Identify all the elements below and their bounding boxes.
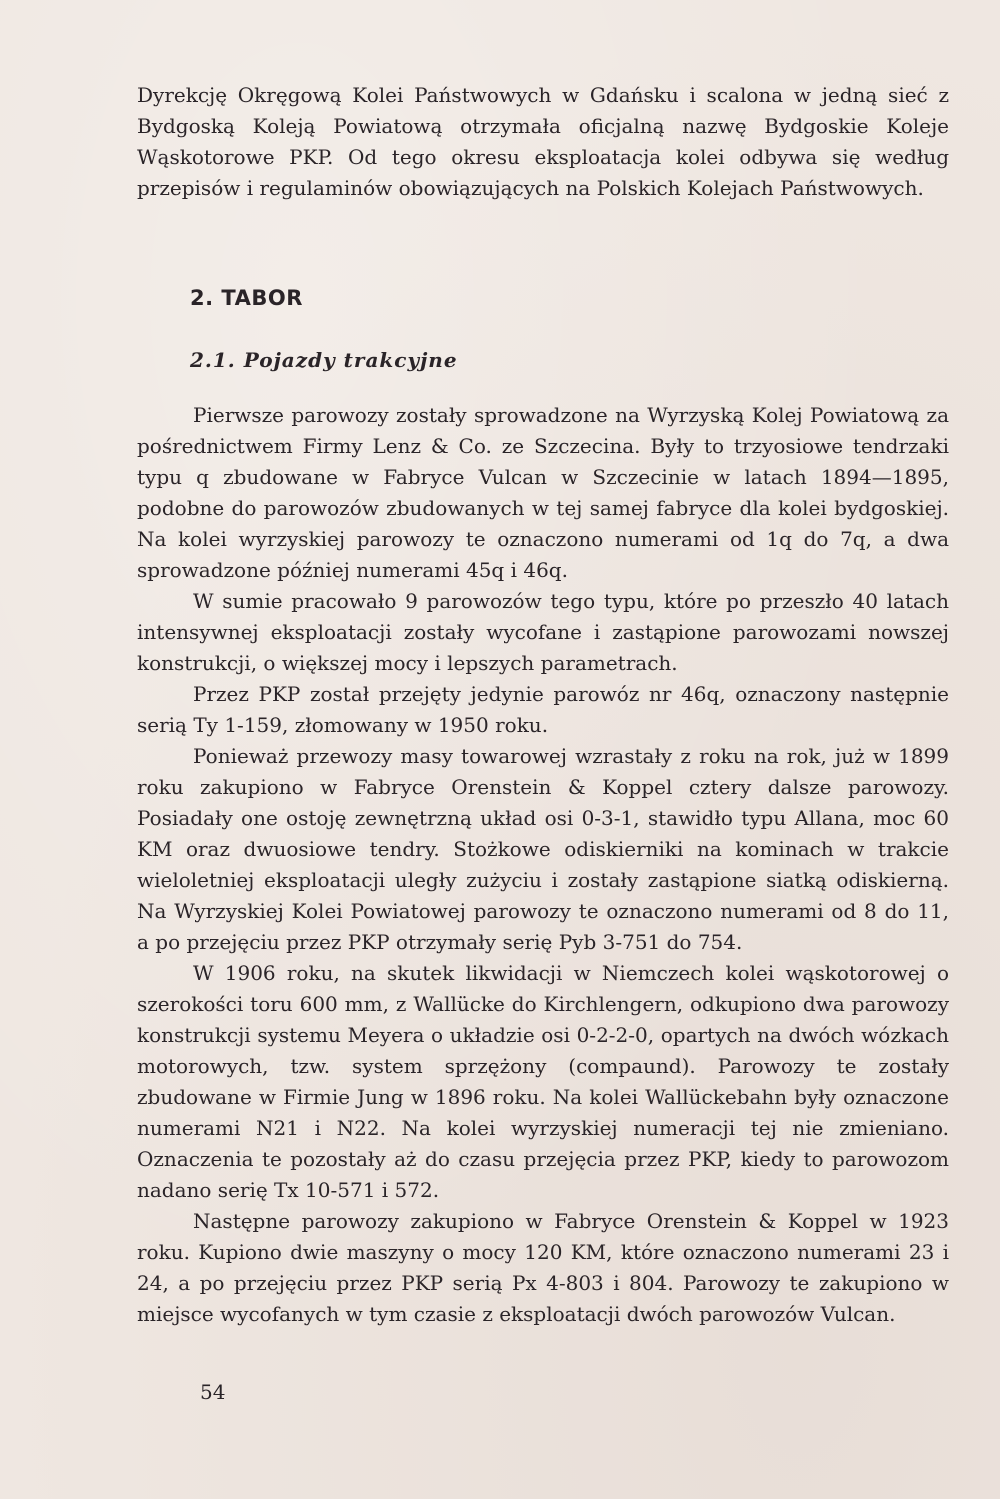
paragraph: Przez PKP został przejęty jedynie parowóz nr 46q, oznaczony następnie serią Ty 1-159, złomowany w 1950 roku. (137, 682, 949, 737)
paragraph: W 1906 roku, na skutek likwidacji w Niemczech kolei wąskotorowej o szerokości toru 600 mm, z Wallücke do Kirchlengern, odkupiono dwa parowozy konstrukcji systemu Meyera o układzie osi 0-2-2-0, opartych na dwóch wózkach motorowych, tzw. system sprzężony (compaund). Parowozy te zostały zbudowane w Firmie Jung w 1896 roku. Na kolei Wallückebahn były oznaczone numerami N21 i N22. Na kolei wyrzyskiej numeracji tej nie zmieniano. Oznaczenia te pozostały aż do czasu przejęcia przez PKP, kiedy to parowozom nadano serię Tx 10-571 i 572. (137, 961, 949, 1202)
paragraph: Pierwsze parowozy zostały sprowadzone na Wyrzyską Kolej Powiatową za pośrednictwem Firmy Lenz & Co. ze Szczecina. Były to trzyosiowe tendrzaki typu q zbudowane w Fabryce Vulcan w Szczecinie w latach 1894—1895, podobne do parowozów zbudowanych w tej samej fabryce dla kolei bydgoskiej. Na kolei wyrzyskiej parowozy te oznaczono numerami od 1q do 7q, a dwa sprowadzone później numerami 45q i 46q. (137, 403, 949, 582)
subsection-heading: 2.1. Pojazdy trakcyjne (190, 348, 458, 372)
intro-paragraph: Dyrekcję Okręgową Kolei Państwowych w Gdańsku i scalona w jedną sieć z Bydgoską Koleją Powiatową otrzymała oficjalną nazwę Bydgoskie Koleje Wąskotorowe PKP. Od tego okresu eksploatacja kolei odbywa się według przepisów i regulaminów obowiązujących na Polskich Kolejach Państwowych. (137, 83, 949, 200)
paragraph: Następne parowozy zakupiono w Fabryce Orenstein & Koppel w 1923 roku. Kupiono dwie maszyny o mocy 120 KM, które oznaczono numerami 23 i 24, a po przejęciu przez PKP serią Px 4-803 i 804. Parowozy te zakupiono w miejsce wycofanych w tym czasie z eksploatacji dwóch parowozów Vulcan. (137, 1209, 949, 1326)
page-number: 54 (200, 1380, 226, 1404)
paragraph: W sumie pracowało 9 parowozów tego typu, które po przeszło 40 latach intensywnej eksploatacji zostały wycofane i zastąpione parowozami nowszej konstrukcji, o większej mocy i lepszych parametrach. (137, 589, 949, 675)
body-text (137, 400, 949, 1330)
section-heading: 2. TABOR (190, 286, 303, 310)
paragraph: Ponieważ przewozy masy towarowej wzrastały z roku na rok, już w 1899 roku zakupiono w Fabryce Orenstein & Koppel cztery dalsze parowozy. Posiadały one ostoję zewnętrzną układ osi 0-3-1, stawidło typu Allana, moc 60 KM oraz dwuosiowe tendry. Stożkowe odiskierniki na kominach w trakcie wieloletniej eksploatacji uległy zużyciu i zostały zastąpione siatką odiskierną. Na Wyrzyskiej Kolei Powiatowej parowozy te oznaczono numerami od 8 do 11, a po przejęciu przez PKP otrzymały serię Pyb 3-751 do 754. (137, 744, 949, 954)
